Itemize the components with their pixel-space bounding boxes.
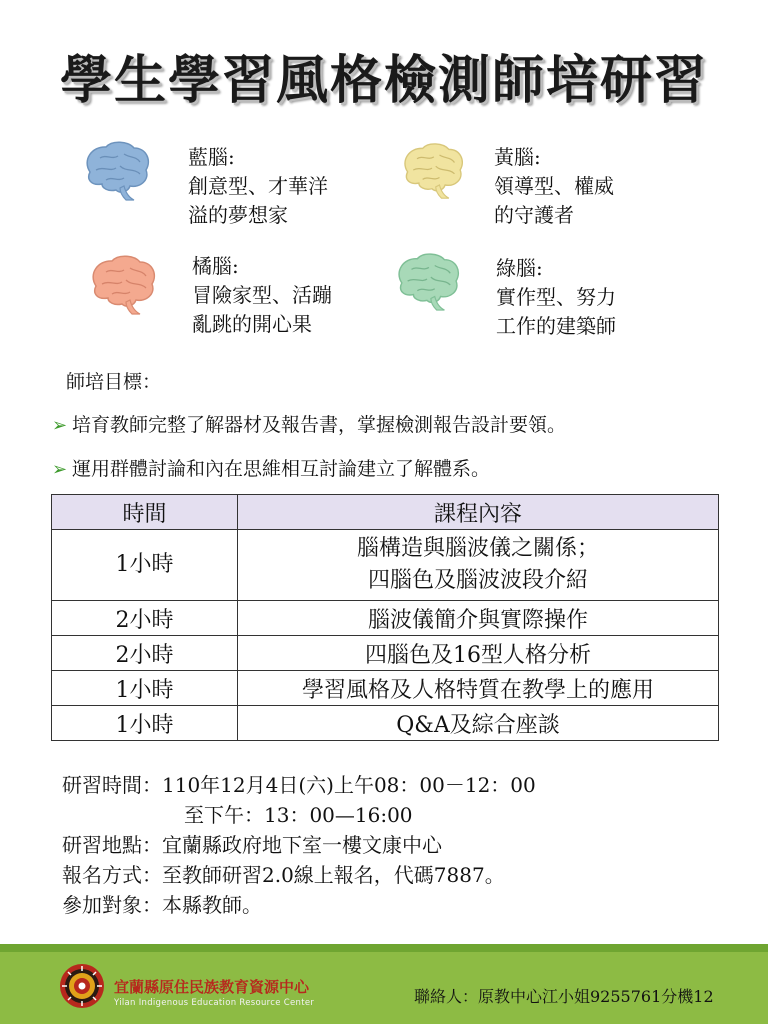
- info-value: 宜蘭縣政府地下室一樓文康中心: [162, 833, 442, 857]
- yellow-brain-label: [494, 143, 614, 230]
- orange-brain-icon: [86, 252, 158, 316]
- arrow-bullet-icon: ➢: [52, 415, 68, 436]
- info-time-2: [62, 800, 536, 830]
- row-time: 1小時: [52, 671, 238, 706]
- brain-label-line: 實作型、努力: [496, 285, 616, 309]
- brain-label-line: 工作的建築師: [496, 314, 616, 338]
- org-logo-icon: [58, 962, 106, 1010]
- row-time: 1小時: [52, 706, 238, 741]
- brain-label-line: 創意型、才華洋: [188, 174, 328, 198]
- goal-item: [52, 454, 490, 481]
- event-info: [62, 770, 536, 920]
- green-brain-icon: [392, 250, 462, 312]
- header-time: 時間: [52, 495, 238, 530]
- brain-label-line: 黃腦:: [494, 145, 541, 169]
- info-value: 至下午：13：00—16:00: [184, 803, 413, 827]
- info-time: [62, 770, 536, 800]
- row-time: 1小時: [52, 530, 238, 601]
- footer-band: [0, 944, 768, 952]
- row-content-line: 四腦色及腦波波段介紹: [367, 568, 588, 593]
- brain-label-line: 橘腦:: [192, 254, 239, 278]
- info-value: 本縣教師。: [162, 893, 262, 917]
- info-audience: [62, 890, 536, 920]
- brain-label-line: 藍腦:: [188, 145, 235, 169]
- goal-text: 培育教師完整了解器材及報告書，掌握檢測報告設計要領。: [72, 414, 567, 436]
- org-name-english: Yilan Indigenous Education Resource Center: [114, 998, 315, 1008]
- schedule-table: [51, 494, 719, 741]
- info-value: 至教師研習2.0線上報名，代碼7887。: [162, 863, 505, 887]
- orange-brain-label: [192, 252, 332, 339]
- row-content-line: 腦構造與腦波儀之關係；: [356, 536, 599, 561]
- contact-info: 聯絡人：原教中心江小姐9255761分機12: [414, 987, 714, 1006]
- info-label: 研習地點：: [62, 833, 162, 857]
- yellow-brain-icon: [398, 140, 466, 200]
- brain-label-line: 綠腦:: [496, 256, 543, 280]
- table-header-row: [52, 495, 719, 530]
- info-label: 報名方式：: [62, 863, 162, 887]
- blue-brain-label: [188, 143, 328, 230]
- brain-label-line: 溢的夢想家: [188, 203, 288, 227]
- arrow-bullet-icon: ➢: [52, 459, 68, 480]
- table-row: [52, 601, 719, 636]
- brain-label-line: 冒險家型、活蹦: [192, 283, 332, 307]
- row-content: 腦波儀簡介與實際操作: [238, 601, 719, 636]
- row-content: [238, 530, 719, 601]
- info-label: 研習時間：: [62, 773, 162, 797]
- brain-label-line: 領導型、權威: [494, 174, 614, 198]
- table-row: [52, 636, 719, 671]
- goals-heading: 師培目標：: [66, 371, 162, 393]
- header-content: 課程內容: [238, 495, 719, 530]
- page-title: 學生學習風格檢測師培研習: [59, 51, 708, 111]
- info-place: [62, 830, 536, 860]
- goal-text: 運用群體討論和內在思維相互討論建立了解體系。: [72, 458, 491, 480]
- green-brain-label: [496, 254, 616, 341]
- info-label: 參加對象：: [62, 893, 162, 917]
- info-value: 110年12月4日(六)上午08：00－12：00: [162, 773, 536, 797]
- table-row: [52, 671, 719, 706]
- table-row: [52, 530, 719, 601]
- org-name: 宜蘭縣原住民族教育資源中心: [114, 978, 310, 996]
- row-content: Q&A及綜合座談: [238, 706, 719, 741]
- goal-item: [52, 410, 566, 437]
- row-time: 2小時: [52, 636, 238, 671]
- info-signup: [62, 860, 536, 890]
- row-content: 四腦色及16型人格分析: [238, 636, 719, 671]
- brain-label-line: 亂跳的開心果: [192, 312, 312, 336]
- blue-brain-icon: [80, 138, 152, 202]
- table-row: [52, 706, 719, 741]
- brain-label-line: 的守護者: [494, 203, 574, 227]
- row-time: 2小時: [52, 601, 238, 636]
- row-content: 學習風格及人格特質在教學上的應用: [238, 671, 719, 706]
